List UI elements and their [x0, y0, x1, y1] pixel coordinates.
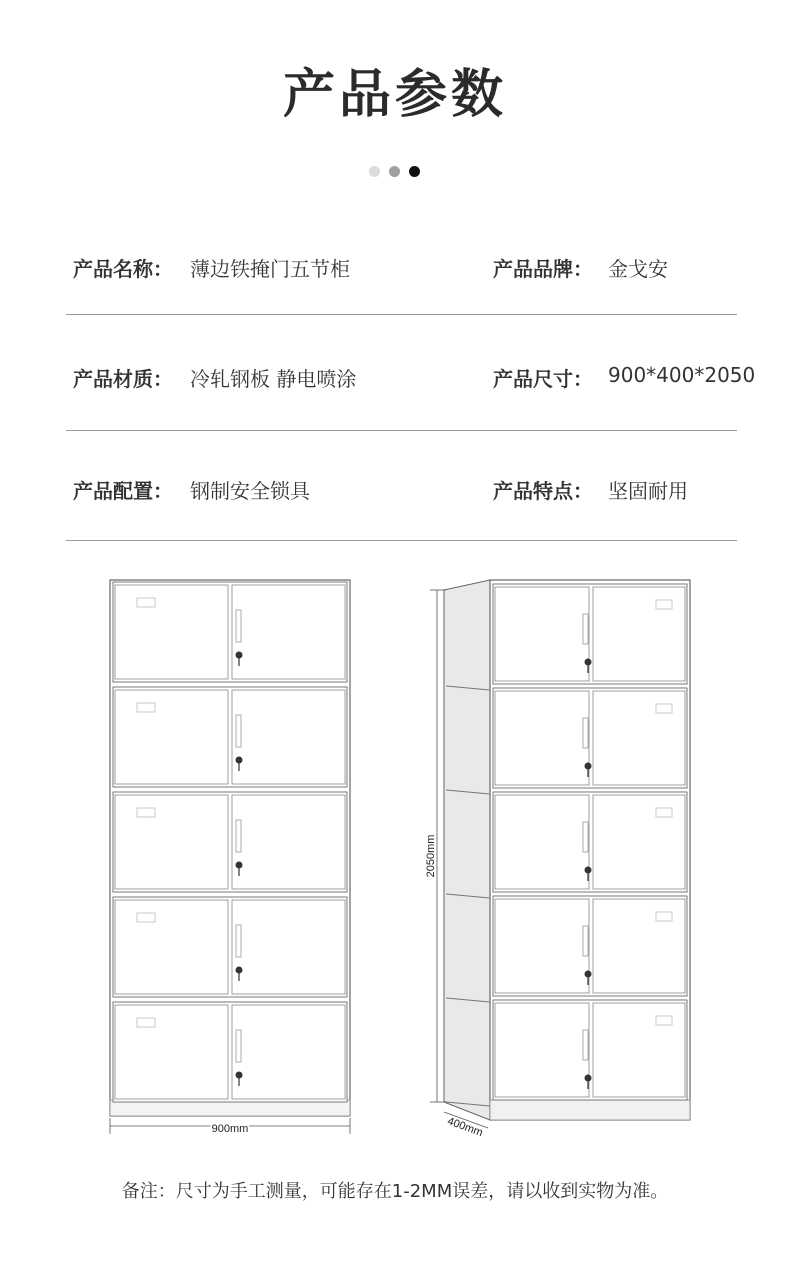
lock-icon: [585, 867, 592, 874]
handle-icon: [236, 820, 241, 852]
door-right: [593, 899, 685, 993]
door-right: [593, 795, 685, 889]
divider: [66, 540, 737, 541]
depth-dimension-label: 400mm: [445, 1115, 485, 1140]
pagination-dot-2[interactable]: [389, 166, 400, 177]
door-left: [495, 691, 589, 785]
lock-icon: [585, 971, 592, 978]
page-title: 产品参数: [282, 65, 507, 125]
door-right: [232, 690, 345, 784]
cabinet-front-view: [110, 580, 350, 1135]
height-dimension-label: 2050mm: [425, 834, 437, 878]
param-label-material: 产品材质：: [73, 367, 173, 391]
handle-icon: [236, 715, 241, 747]
lock-icon: [236, 1072, 243, 1079]
door-left: [115, 1005, 228, 1099]
door-right: [232, 585, 345, 679]
width-dimension-label: 900mm: [211, 1123, 249, 1135]
door-left: [115, 585, 228, 679]
note-text: 备注：尺寸为手工测量，可能存在1-2MM误差，请以收到实物为准。: [121, 1181, 669, 1202]
handle-icon: [236, 925, 241, 957]
door-right: [232, 900, 345, 994]
door-left: [495, 899, 589, 993]
lock-icon: [236, 862, 243, 869]
lock-icon: [236, 757, 243, 764]
divider: [66, 314, 737, 315]
door-right: [593, 1003, 685, 1097]
door-right: [593, 587, 685, 681]
cabinet-side-view: [425, 580, 690, 1139]
door-right: [232, 1005, 345, 1099]
lock-icon: [585, 763, 592, 770]
door-left: [115, 795, 228, 889]
door-left: [115, 690, 228, 784]
param-value-name: 薄边铁掩门五节柜: [190, 257, 350, 281]
cabinet-diagram: [0, 560, 790, 1180]
handle-icon: [583, 1030, 588, 1060]
param-label-feature: 产品特点：: [493, 479, 593, 503]
lock-icon: [236, 967, 243, 974]
pagination-dot-1[interactable]: [369, 166, 380, 177]
pagination-dot-3[interactable]: [409, 166, 420, 177]
pagination-dots: [369, 166, 420, 177]
handle-icon: [583, 718, 588, 748]
param-value-size: 900*400*2050: [608, 363, 756, 387]
param-label-config: 产品配置：: [73, 479, 173, 503]
handle-icon: [583, 614, 588, 644]
handle-icon: [583, 926, 588, 956]
param-value-material: 冷轧钢板 静电喷涂: [190, 367, 357, 391]
door-left: [115, 900, 228, 994]
param-label-size: 产品尺寸：: [493, 367, 593, 391]
door-right: [232, 795, 345, 889]
door-left: [495, 1003, 589, 1097]
handle-icon: [236, 610, 241, 642]
handle-icon: [236, 1030, 241, 1062]
param-label-name: 产品名称：: [73, 257, 173, 281]
handle-icon: [583, 822, 588, 852]
door-left: [495, 587, 589, 681]
divider: [66, 430, 737, 431]
lock-icon: [236, 652, 243, 659]
door-right: [593, 691, 685, 785]
lock-icon: [585, 659, 592, 666]
param-value-brand: 金戈安: [608, 257, 668, 281]
param-value-config: 钢制安全锁具: [190, 479, 310, 503]
lock-icon: [585, 1075, 592, 1082]
param-value-feature: 坚固耐用: [608, 479, 688, 503]
param-label-brand: 产品品牌：: [493, 257, 593, 281]
door-left: [495, 795, 589, 889]
